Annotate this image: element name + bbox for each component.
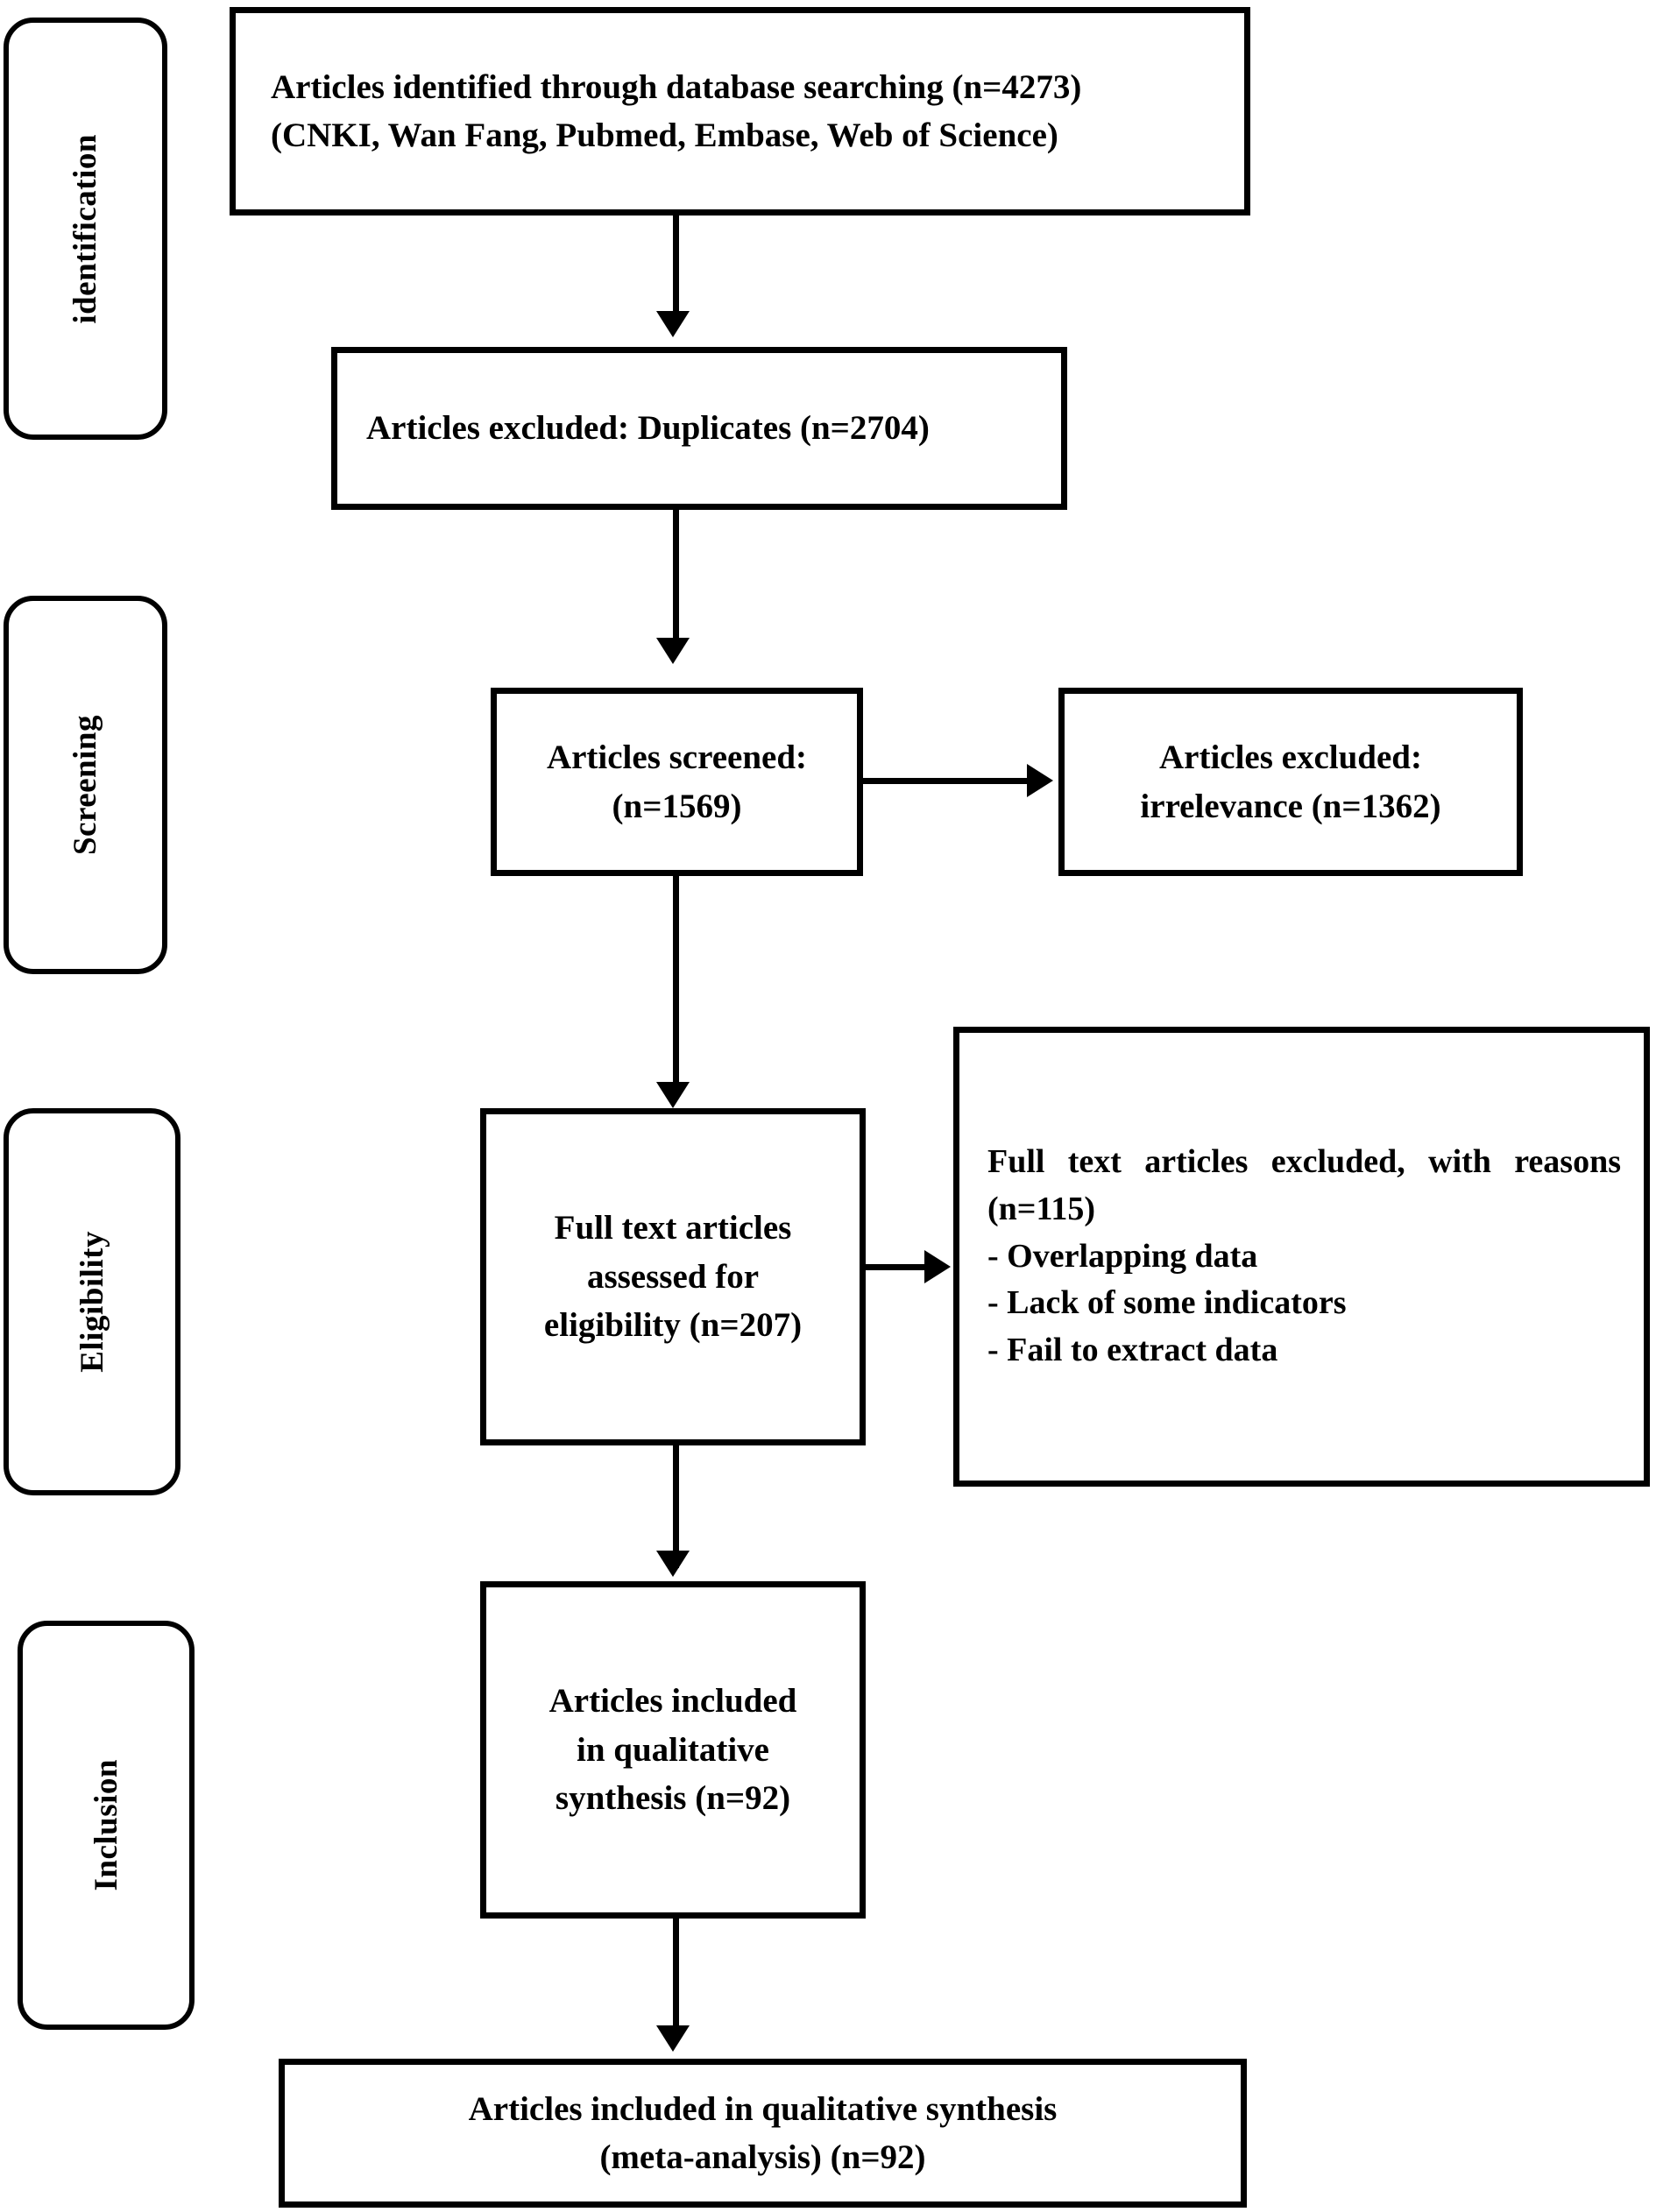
connector-fulltext-to-qualitative — [673, 1445, 679, 1568]
box-duplicates-excluded-line1: Articles excluded: Duplicates (n=2704) — [366, 409, 930, 448]
box-fulltext-assessed-line1: Full text articles — [554, 1209, 792, 1247]
box-fulltext-excluded — [953, 1027, 1650, 1487]
box-qualitative-included-line1: Articles included — [548, 1682, 797, 1721]
stage-label-identification — [4, 18, 167, 440]
arrowhead-duplicates-to-screened — [656, 638, 690, 664]
arrowhead-identified-to-duplicates — [656, 311, 690, 337]
box-qualitative-included — [480, 1581, 866, 1919]
box-articles-screened — [491, 688, 863, 876]
arrowhead-screened-to-irrelevance — [1027, 764, 1053, 797]
stage-label-identification-text: identification — [67, 133, 103, 324]
box-irrelevance-excluded-line1: Articles excluded: — [1158, 739, 1422, 777]
box-fulltext-excluded-line4: - Fail to extract data — [987, 1332, 1278, 1369]
box-fulltext-excluded-line3: - Lack of some indicators — [987, 1284, 1347, 1322]
box-articles-identified-line2: (CNKI, Wan Fang, Pubmed, Embase, Web of Science) — [271, 117, 1058, 154]
box-fulltext-assessed-line2: assessed for — [586, 1257, 760, 1296]
stage-label-screening — [4, 596, 167, 974]
box-fulltext-assessed — [480, 1108, 866, 1445]
stage-label-inclusion-text: Inclusion — [88, 1759, 124, 1891]
box-meta-included-line2: (meta-analysis) (n=92) — [599, 2138, 926, 2176]
connector-qualitative-to-meta — [673, 1919, 679, 2041]
connector-screened-to-fulltext — [673, 876, 679, 1095]
box-articles-screened-line2: (n=1569) — [612, 787, 742, 825]
connector-screened-to-irrelevance — [863, 778, 1034, 784]
box-articles-identified-line1: Articles identified through database searching (n=4273) — [271, 67, 1082, 106]
arrowhead-fulltext-to-qualitative — [656, 1551, 690, 1577]
box-articles-identified — [230, 7, 1250, 216]
connector-identified-to-duplicates — [673, 216, 679, 325]
box-qualitative-included-line2: in qualitative — [577, 1730, 769, 1769]
box-articles-screened-line1: Articles screened: — [546, 739, 808, 777]
stage-label-eligibility-text: Eligibility — [74, 1231, 110, 1373]
stage-label-eligibility — [4, 1108, 180, 1495]
arrowhead-fulltext-to-excluded — [924, 1250, 951, 1283]
box-fulltext-excluded-line1: Full text articles excluded, with reasons (n=115) — [987, 1142, 1621, 1227]
box-meta-included — [279, 2059, 1247, 2208]
stage-label-screening-text: Screening — [67, 714, 103, 856]
box-irrelevance-excluded — [1058, 688, 1523, 876]
box-qualitative-included-line3: synthesis (n=92) — [555, 1779, 791, 1818]
connector-fulltext-to-excluded — [866, 1264, 931, 1270]
box-duplicates-excluded — [331, 347, 1067, 510]
arrowhead-qualitative-to-meta — [656, 2025, 690, 2052]
stage-label-inclusion — [18, 1621, 195, 2030]
arrowhead-screened-to-fulltext — [656, 1082, 690, 1108]
box-meta-included-line1: Articles included in qualitative synthesis — [468, 2089, 1058, 2128]
connector-duplicates-to-screened — [673, 510, 679, 650]
box-fulltext-excluded-line2: - Overlapping data — [987, 1237, 1258, 1275]
box-irrelevance-excluded-line2: irrelevance (n=1362) — [1140, 787, 1441, 825]
box-fulltext-assessed-line3: eligibility (n=207) — [543, 1306, 803, 1345]
